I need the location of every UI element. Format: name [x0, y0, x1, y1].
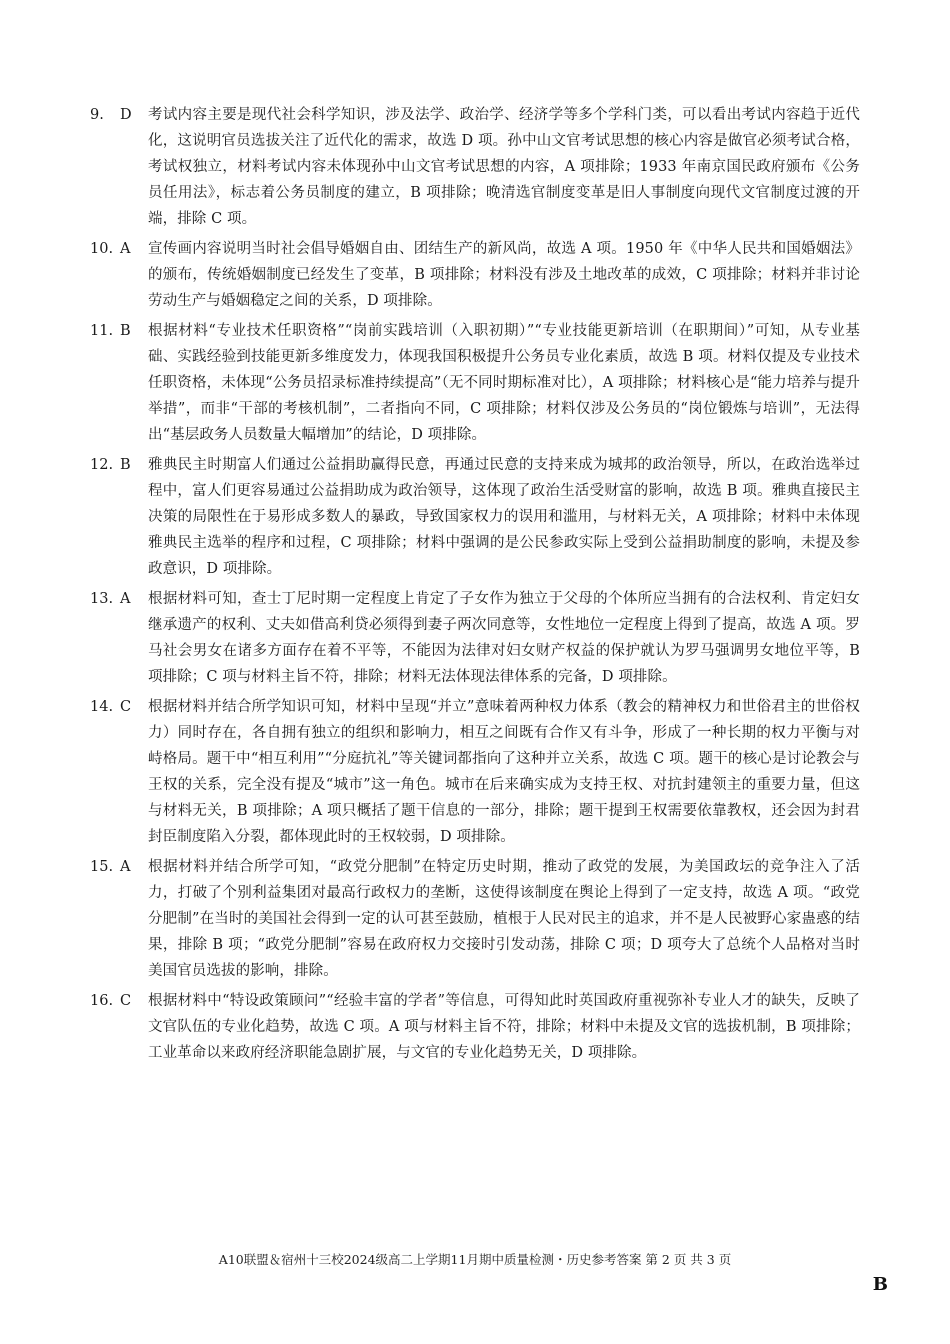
question-explanation: 考试内容主要是现代社会科学知识，涉及法学、政治学、经济学等多个学科门类，可以看出考试内容趋于近代化，这说明官员选拔关注了近代化的需求，故选 D 项。孙中山文官考试思想的核心内容是做官必须考试合格，考试权独立，材料考试内容未体现孙中山文官考试思想的内容，A 项排除；1933 年南京国民政府颁布《公务员任用法》，标志着公务员制度的建立，B 项排除；晚清选官制度变革是旧人事制度向现代文官制度过渡的开端，排除 C 项。 — [148, 107, 860, 227]
question-explanation: 根据材料并结合所学可知，“政党分肥制”在特定历史时期，推动了政党的发展，为美国政坛的竞争注入了活力，打破了个别利益集团对最高行政权力的垄断，这使得该制度在舆论上得到了一定支持，故选 A 项。“政党分肥制”在当时的美国社会得到一定的认可甚至鼓励，植根于人民对民主的追求，并不是人民被野心家蛊惑的结果，排除 B 项；“政党分肥制”容易在政府权力交接时引发动荡，排除 C 项；D 项夸大了总统个人品格对当时美国官员选拔的影响，排除。 — [148, 859, 860, 979]
question-explanation: 根据材料“专业技术任职资格”“岗前实践培训（入职初期）”“专业技能更新培训（在职期间）”可知，从专业基础、实践经验到技能更新多维度发力，体现我国积极提升公务员专业化素质，故选 B 项。材料仅提及专业技术任职资格，未体现“公务员招录标准持续提高”（无不同时期标准对比），A 项排除；材料核心是“能力培养与提升举措”，而非“干部的考核机制”，二者指向不同，C 项排除；材料仅涉及公务员的“岗位锻炼与培训”，无法得出“基层政务人员数量大幅增加”的结论，D 项排除。 — [148, 323, 860, 443]
question-answer: A — [120, 241, 131, 257]
question-number: 11. — [90, 323, 114, 339]
question-answer: A — [120, 591, 131, 607]
question-explanation: 宣传画内容说明当时社会倡导婚姻自由、团结生产的新风尚，故选 A 项。1950 年《中华人民共和国婚姻法》的颁布，传统婚姻制度已经发生了变革，B 项排除；材料没有涉及土地改革的成效，C 项排除；材料并非讨论劳动生产与婚姻稳定之间的关系，D 项排除。 — [148, 241, 860, 309]
question-answer: B — [120, 457, 131, 473]
question-item — [90, 988, 860, 1066]
question-number: 14. — [90, 699, 114, 715]
question-item — [90, 452, 860, 582]
question-list — [90, 102, 860, 1070]
question-item — [90, 586, 860, 690]
question-explanation: 根据材料中“特设政策顾问”“经验丰富的学者”等信息，可得知此时英国政府重视弥补专业人才的缺失，反映了文官队伍的专业化趋势，故选 C 项。A 项与材料主旨不符，排除；材料中未提及文官的选拔机制，B 项排除；工业革命以来政府经济职能急剧扩展，与文官的专业化趋势无关，D 项排除。 — [148, 993, 860, 1061]
page-footer: A10联盟＆宿州十三校2024级高二上学期11月期中质量检测・历史参考答案 第 2 页 共 3 页 — [218, 1252, 732, 1267]
question-number: 12. — [90, 457, 114, 473]
question-number: 10. — [90, 241, 114, 257]
question-answer: A — [120, 859, 131, 875]
corner-mark: B — [872, 1274, 888, 1295]
question-item — [90, 318, 860, 448]
question-number: 13. — [90, 591, 114, 607]
question-answer: D — [120, 107, 132, 123]
question-number: 9. — [90, 107, 104, 123]
question-explanation: 雅典民主时期富人们通过公益捐助赢得民意，再通过民意的支持来成为城邦的政治领导，所以，在政治选举过程中，富人们更容易通过公益捐助成为政治领导，这体现了政治生活受财富的影响，故选 B 项。雅典直接民主决策的局限性在于易形成多数人的暴政，导致国家权力的误用和滥用，与材料无关，A 项排除；材料中未体现雅典民主选举的程序和过程，C 项排除；材料中强调的是公民参政实际上受到公益捐助制度的影响，未提及参政意识，D 项排除。 — [148, 457, 860, 577]
question-item — [90, 854, 860, 984]
question-explanation: 根据材料并结合所学知识可知，材料中呈现“并立”意味着两种权力体系（教会的精神权力和世俗君主的世俗权力）同时存在，各自拥有独立的组织和影响力，相互之间既有合作又有斗争，形成了一种长期的权力平衡与对峙格局。题干中“相互利用”“分庭抗礼”等关键词都指向了这种并立关系，故选 C 项。题干的核心是讨论教会与王权的关系，完全没有提及“城市”这一角色。城市在后来确实成为支持王权、对抗封建领主的重要力量，但这与材料无关，B 项排除；A 项只概括了题干信息的一部分，排除；题干提到王权需要依靠教权，还会因为封君封臣制度陷入分裂，都体现此时的王权较弱，D 项排除。 — [148, 699, 860, 845]
question-item — [90, 694, 860, 850]
question-answer: B — [120, 323, 131, 339]
question-answer: C — [120, 699, 132, 715]
question-number: 16. — [90, 993, 114, 1009]
question-number: 15. — [90, 859, 114, 875]
question-item — [90, 102, 860, 232]
question-item — [90, 236, 860, 314]
question-explanation: 根据材料可知，查士丁尼时期一定程度上肯定了子女作为独立于父母的个体所应当拥有的合法权利、肯定妇女继承遗产的权利、丈夫如借高利贷必须得到妻子两次同意等，女性地位一定程度上得到了提高，故选 A 项。罗马社会男女在诸多方面存在着不平等，不能因为法律对妇女财产权益的保护就认为罗马强调男女地位平等，B 项排除；C 项与材料主旨不符，排除；材料无法体现法律体系的完备，D 项排除。 — [148, 591, 860, 685]
question-answer: C — [120, 993, 132, 1009]
